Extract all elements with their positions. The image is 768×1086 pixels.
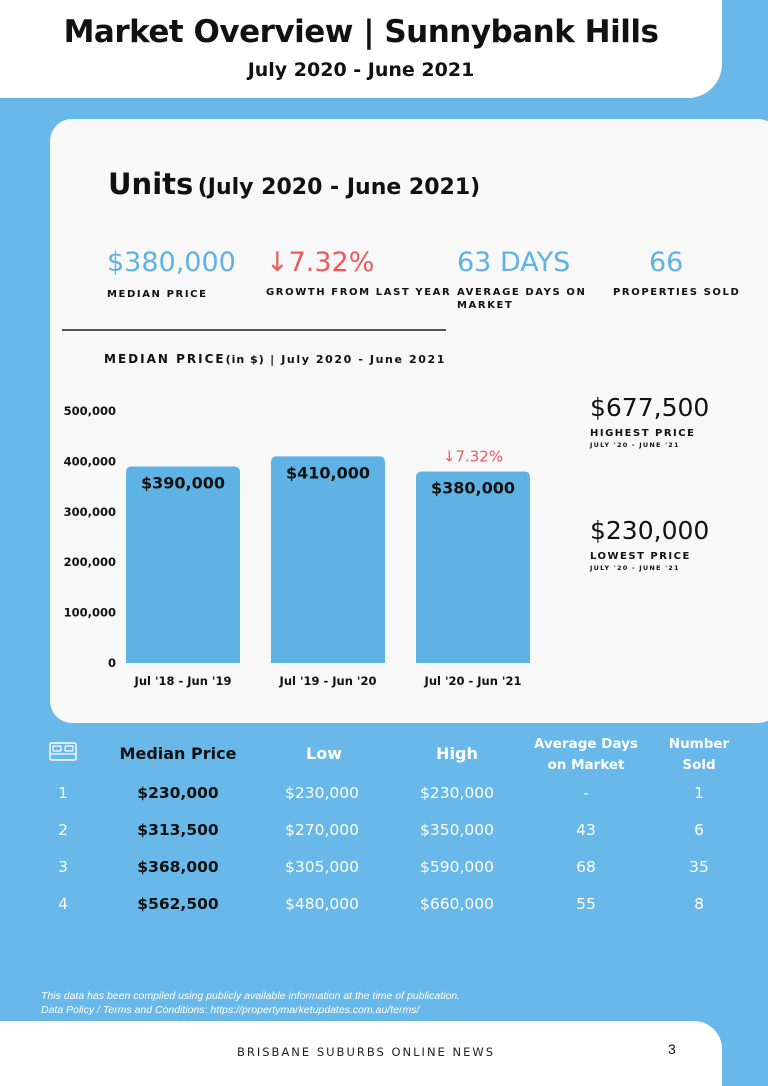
highest-price-block [590,393,709,449]
highest-price-period: JULY '20 - JUNE '21 [590,441,680,449]
section-title-period: (July 2020 - June 2021) [197,175,481,200]
cell-high: $230,000 [420,784,494,802]
cell-days: - [583,784,589,802]
stat-days-on-market [457,247,587,312]
median-price-chart [50,389,550,699]
bar [416,471,530,663]
header-average-days [526,734,646,776]
chart-title [104,352,446,366]
x-tick-label: Jul '18 - Jun '19 [134,674,232,688]
footnote [41,989,460,1017]
growth-annotation: ↓7.32% [442,447,504,466]
stat-median-price-value: $380,000 [107,247,236,278]
cell-sold: 1 [694,784,704,802]
cell-sold: 35 [689,858,709,876]
cell-sold: 6 [694,821,704,839]
header-number-sold [659,734,739,776]
y-tick-label: 100,000 [63,605,116,620]
lowest-price-period: JULY '20 - JUNE '21 [590,564,680,572]
bar [126,466,240,663]
data-label: $410,000 [285,463,371,483]
chart-title-range: | July 2020 - June 2021 [264,353,446,366]
header-average-days-line2: on Market [547,757,625,773]
cell-beds: 4 [58,895,68,913]
stat-median-price-label: MEDIAN PRICE [107,289,208,300]
y-tick-label: 0 [107,656,116,670]
cell-median: $230,000 [137,784,219,802]
page-title: Market Overview | Sunnybank Hills [63,14,659,50]
stat-days-value: 63 DAYS [457,247,571,278]
header-average-days-line1: Average Days [534,736,638,752]
units-card [50,119,768,723]
cell-days: 43 [576,821,596,839]
cell-days: 55 [576,895,596,913]
y-tick-label: 500,000 [63,404,116,418]
cell-days: 68 [576,858,596,876]
header-number-sold-line1: Number [668,736,730,752]
cell-low: $480,000 [285,895,359,913]
cell-beds: 2 [58,821,68,839]
stat-median-price [107,247,236,301]
cell-median: $313,500 [137,821,219,839]
stat-growth [266,247,451,299]
header-median-price: Median Price [119,744,237,763]
cell-low: $230,000 [285,784,359,802]
cell-high: $590,000 [420,858,494,876]
x-tick-label: Jul '19 - Jun '20 [279,674,377,688]
footnote-line-1: This data has been compiled using publicly available information at the time of publication. [41,990,461,1002]
stat-growth-label: GROWTH FROM LAST YEAR [266,287,452,298]
stat-growth-value: ↓7.32% [266,247,375,278]
stat-properties-sold [613,247,740,299]
cell-low: $305,000 [285,858,359,876]
page-footer [0,1021,722,1086]
header-low: Low [306,744,342,763]
header-high: High [436,744,478,763]
section-title [108,167,480,201]
stat-sold-label: PROPERTIES SOLD [613,287,741,298]
x-tick-label: Jul '20 - Jun '21 [424,674,522,688]
chart-title-main: MEDIAN PRICE [104,352,226,366]
stat-days-label: AVERAGE DAYS ON MARKET [457,287,587,311]
cell-beds: 1 [58,784,68,802]
footnote-line-2: Data Policy / Terms and Conditions: https://propertymarketupdates.com.au/terms/ [41,1004,420,1016]
page-header [0,0,722,98]
cell-sold: 8 [694,895,704,913]
cell-low: $270,000 [285,821,359,839]
page-subtitle: July 2020 - June 2021 [247,59,475,81]
stat-sold-value: 66 [649,247,684,278]
highest-price-value: $677,500 [590,393,710,422]
cell-high: $350,000 [420,821,494,839]
footer-brand: BRISBANE SUBURBS ONLINE NEWS [236,1045,496,1059]
data-label: $390,000 [140,473,226,493]
highest-price-label: HIGHEST PRICE [590,428,696,439]
cell-median: $562,500 [137,895,219,913]
header-number-sold-line2: Sold [682,757,716,773]
lowest-price-value: $230,000 [590,516,710,545]
lowest-price-block [590,516,709,572]
divider [62,329,446,331]
cell-beds: 3 [58,858,68,876]
bed-icon [49,742,77,767]
lowest-price-label: LOWEST PRICE [590,551,691,562]
y-tick-label: 300,000 [63,504,116,519]
section-title-main: Units [108,167,194,201]
y-tick-label: 200,000 [63,555,116,570]
bar [271,456,385,663]
y-tick-label: 400,000 [63,454,116,469]
page-number: 3 [668,1041,676,1057]
data-label: $380,000 [430,478,516,498]
chart-title-unit: (in $) [225,353,265,366]
cell-high: $660,000 [420,895,494,913]
cell-median: $368,000 [137,858,219,876]
